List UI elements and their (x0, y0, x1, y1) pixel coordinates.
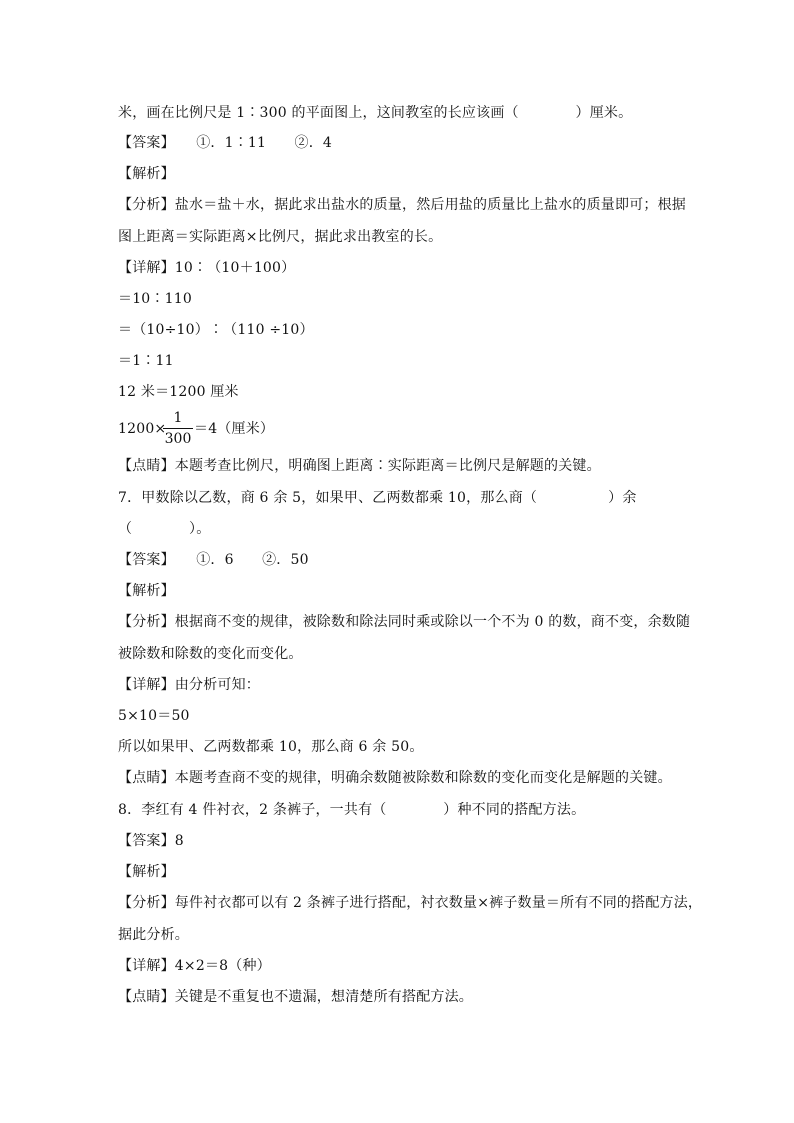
text-line: 米，画在比例尺是 1∶300 的平面图上，这间教室的长应该画（ ）厘米。 (118, 105, 633, 121)
analysis-text: 据此分析。 (118, 927, 189, 943)
analysis-heading: 【解析】 (118, 166, 175, 182)
calc-line: ＝10∶110 (118, 291, 192, 307)
key-point-line: 【点睛】关键是不重复也不遗漏，想清楚所有搭配方法。 (118, 989, 473, 1005)
calc-line: 5×10＝50 (118, 708, 190, 724)
calc-line: 12 米＝1200 厘米 (118, 384, 239, 400)
question-7-cont: （ ）。 (118, 521, 211, 537)
analysis-heading: 【解析】 (118, 864, 175, 880)
detail-line: 【详解】4×2＝8（种） (118, 958, 271, 974)
answer-line: 【答案】 ①．6 ②．50 (118, 552, 309, 568)
question-8: 8．李红有 4 件衬衣，2 条裤子，一共有（ ）种不同的搭配方法。 (118, 802, 586, 818)
formula-suffix: ＝4（厘米） (194, 421, 275, 437)
key-point-line: 【点睛】本题考查比例尺，明确图上距离∶实际距离＝比例尺是解题的关键。 (118, 458, 601, 474)
fraction-bar (163, 428, 193, 429)
key-point-line: 【点睛】本题考查商不变的规律，明确余数随被除数和除数的变化而变化是解题的关键。 (118, 770, 672, 786)
analysis-text: 【分析】每件衬衣都可以有 2 条裤子进行搭配，衬衣数量×裤子数量＝所有不同的搭配方法， (118, 895, 703, 911)
fraction-denominator: 300 (164, 431, 192, 447)
calc-line: 所以如果甲、乙两数都乘 10，那么商 6 余 50。 (118, 739, 424, 755)
fraction (163, 409, 193, 448)
answer-line: 【答案】8 (118, 833, 184, 849)
question-7: 7．甲数除以乙数，商 6 余 5，如果甲、乙两数都乘 10，那么商（ ）余 (118, 490, 637, 506)
detail-line: 【详解】由分析可知： (118, 677, 260, 693)
answer-line: 【答案】 ①．1∶11 ②．4 (118, 135, 333, 151)
analysis-text: 被除数和除数的变化而变化。 (118, 646, 303, 662)
calc-line: ＝（10÷10）∶（110 ÷10） (118, 322, 314, 338)
fraction-numerator: 1 (173, 410, 183, 426)
analysis-text: 图上距离＝实际距离×比例尺，据此求出教室的长。 (118, 229, 443, 245)
analysis-text: 【分析】根据商不变的规律，被除数和除法同时乘或除以一个不为 0 的数，商不变，余数随 (118, 614, 691, 630)
detail-line: 【详解】10∶（10＋100） (118, 260, 296, 276)
analysis-text: 【分析】盐水＝盐＋水，据此求出盐水的质量，然后用盐的质量比上盐水的质量即可；根据 (118, 197, 686, 213)
formula-prefix: 1200× (118, 421, 167, 437)
analysis-heading: 【解析】 (118, 583, 175, 599)
calc-line: ＝1∶11 (118, 353, 174, 369)
